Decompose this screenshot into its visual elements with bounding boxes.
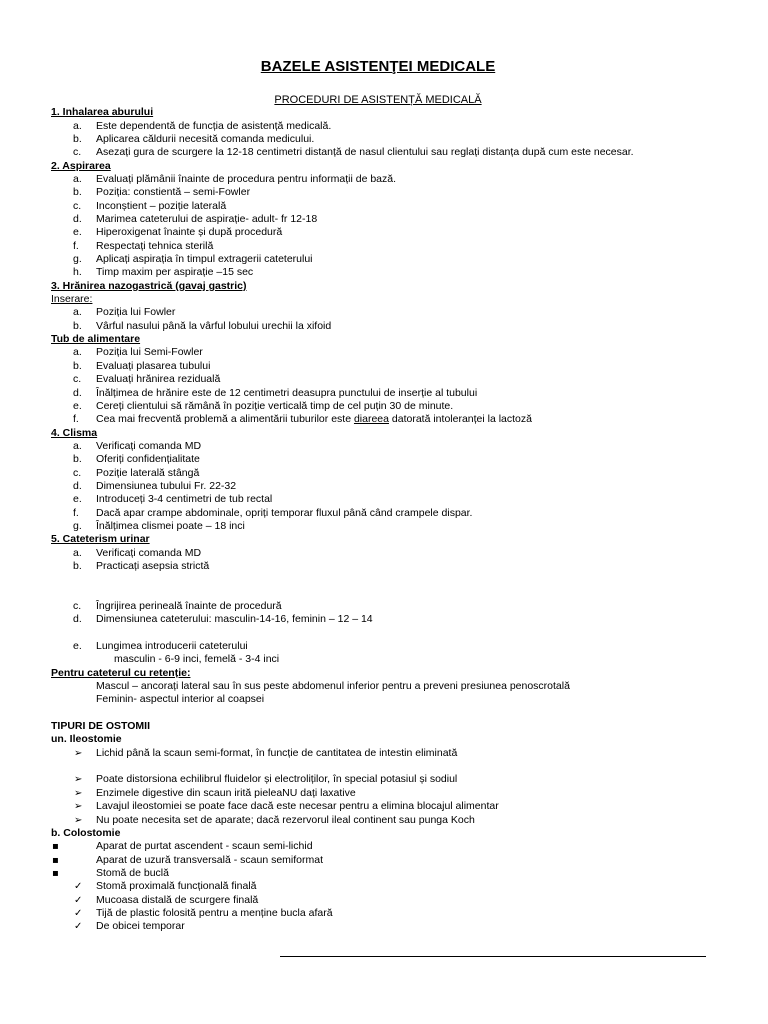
list-item-text: Aplicarea căldurii necesită comanda medicului. <box>96 132 315 145</box>
list-item <box>0 507 768 520</box>
bullet-item-text: Stomă proximală funcțională finală <box>96 880 257 893</box>
list-item-text: Poziție laterală stângă <box>96 466 200 479</box>
arrow-bullet-icon <box>74 773 82 786</box>
arrow-bullet-icon <box>74 747 82 760</box>
list-item-text: Poziția lui Fowler <box>96 306 176 319</box>
list-marker: g. <box>73 519 82 532</box>
list-item <box>0 520 768 533</box>
bullet-item <box>0 800 768 813</box>
blank-line <box>0 627 768 640</box>
section-heading-row <box>0 720 768 733</box>
check-bullet-icon <box>74 907 82 920</box>
list-marker: b. <box>73 319 82 332</box>
list-item <box>0 613 768 626</box>
list-marker: b. <box>73 359 82 372</box>
subheading-row <box>0 333 768 346</box>
bullet-item-text: Nu poate necesita set de aparate; dacă rezervorul ileal continent sau punga Koch <box>96 813 475 826</box>
list-item <box>0 640 768 653</box>
list-item <box>0 400 768 413</box>
list-item <box>0 360 768 373</box>
list-item <box>0 186 768 199</box>
list-item-text: Evaluați hrănirea reziduală <box>96 373 221 386</box>
subheading-retention-catheter: Pentru cateterul cu retenție: <box>51 666 191 679</box>
list-marker: a. <box>73 346 82 359</box>
blank-line <box>0 760 768 773</box>
list-item-text: Dacă apar crampe abdominale, opriți temporar fluxul până când crampele dispar. <box>96 506 473 519</box>
list-marker: h. <box>73 266 82 279</box>
list-marker: c. <box>73 466 82 479</box>
retention-male-text: Mascul – ancorați lateral sau în sus peste abdomenul inferior pentru a preveni presiunea penoscrotală <box>96 680 570 693</box>
bullet-item-text: Mucoasa distală de scurgere finală <box>96 893 259 906</box>
list-item <box>0 453 768 466</box>
subheading-insertion: Inserare: <box>51 293 93 306</box>
list-item <box>0 133 768 146</box>
section-heading-nasogastric: 3. Hrănirea nazogastrică (gavaj gastric) <box>51 279 247 292</box>
list-item <box>0 387 768 400</box>
text-part: datorată intoleranței la lactoză <box>388 413 532 426</box>
list-item-text: Verificați comanda MD <box>96 439 202 452</box>
bullet-item <box>0 907 768 920</box>
list-item-text: Dimensiunea cateterului: masculin-14-16, feminin – 12 – 14 <box>96 613 373 626</box>
bullet-item <box>0 773 768 786</box>
list-item <box>0 560 768 573</box>
bullet-item <box>0 854 768 867</box>
document-title: BAZELE ASISTENŢEI MEDICALE <box>260 58 496 75</box>
list-item <box>0 120 768 133</box>
list-item <box>0 493 768 506</box>
bullet-item <box>0 894 768 907</box>
bullet-item <box>0 747 768 760</box>
subheading-ileostomy: un. Ileostomie <box>51 733 122 746</box>
subheading-colostomy: b. Colostomie <box>51 826 121 839</box>
list-item-text: Verificați comanda MD <box>96 546 202 559</box>
list-item <box>0 226 768 239</box>
list-marker: a. <box>73 173 82 186</box>
list-item-text: Evaluați plasarea tubului <box>96 359 211 372</box>
section-heading-enema: 4. Clisma <box>51 426 98 439</box>
text-line <box>0 680 768 693</box>
list-marker: e. <box>73 493 82 506</box>
list-item-text: Dimensiunea tubului Fr. 22-32 <box>96 479 237 492</box>
bullet-item-text: Stomă de buclă <box>96 866 169 879</box>
list-item <box>0 173 768 186</box>
list-item-text: Este dependentă de funcția de asistență medicală. <box>96 119 332 132</box>
list-item <box>0 413 768 426</box>
list-item-text: Inconștient – poziție laterală <box>96 199 227 212</box>
square-bullet-icon <box>52 840 59 853</box>
list-item-text: Poziția: constientă – semi-Fowler <box>96 186 251 199</box>
list-item <box>0 200 768 213</box>
list-marker: e. <box>73 226 82 239</box>
list-item-text: Oferiți confidențialitate <box>96 453 200 466</box>
square-bullet-icon <box>52 867 59 880</box>
section-heading-row <box>0 106 768 119</box>
bullet-item <box>0 867 768 880</box>
section-heading-row <box>0 160 768 173</box>
list-item-text: Hiperoxigenat înainte și după procedură <box>96 226 283 239</box>
list-item-text: Poziția lui Semi-Fowler <box>96 346 203 359</box>
section-heading-inhalation: 1. Inhalarea aburului <box>51 106 154 119</box>
list-marker: a. <box>73 439 82 452</box>
bullet-item-text: Poate distorsiona echilibrul fluidelor și electroliților, în special potasiul și sodiul <box>96 773 458 786</box>
section-heading-ostomy-types: TIPURI DE OSTOMII <box>51 720 150 733</box>
list-marker: b. <box>73 132 82 145</box>
list-item <box>0 146 768 159</box>
list-item-text <box>96 413 532 426</box>
catheter-length-detail: masculin - 6-9 inci, femelă - 3-4 inci <box>114 653 280 666</box>
list-item <box>0 213 768 226</box>
text-part: Cea mai frecventă problemă a alimentării tuburilor este <box>96 413 354 426</box>
list-marker: d. <box>73 213 82 226</box>
list-item-text: Înălțimea clismei poate – 18 inci <box>96 519 245 532</box>
subheading-row <box>0 827 768 840</box>
blank-line <box>0 707 768 720</box>
subheading-feeding-tube: Tub de alimentare <box>51 333 141 346</box>
list-item-text: Timp maxim per aspirație –15 sec <box>96 266 254 279</box>
list-item-text: Aplicați aspirația în timpul extragerii cateterului <box>96 253 313 266</box>
list-marker: a. <box>73 546 82 559</box>
list-item-text: Asezați gura de scurgere la 12-18 centimetri distanță de nasul clientului sau reglați distanța după cum este necesar. <box>96 146 634 159</box>
bullet-item <box>0 880 768 893</box>
list-marker: c. <box>73 600 82 613</box>
list-item-text: Respectați tehnica sterilă <box>96 239 214 252</box>
list-item-text: Evaluați plămânii înainte de procedura pentru informații de bază. <box>96 173 397 186</box>
bullet-item-text: Aparat de uzură transversală - scaun semiformat <box>96 853 324 866</box>
list-item <box>0 600 768 613</box>
square-bullet-icon <box>52 854 59 867</box>
list-item-detail <box>0 653 768 666</box>
list-marker: e. <box>73 640 82 653</box>
list-item <box>0 480 768 493</box>
list-item <box>0 306 768 319</box>
bullet-item <box>0 787 768 800</box>
list-marker: f. <box>73 239 79 252</box>
list-marker: b. <box>73 559 82 572</box>
list-item <box>0 440 768 453</box>
list-marker: d. <box>73 479 82 492</box>
section-heading-row <box>0 533 768 546</box>
list-item-text: Înălțimea de hrănire este de 12 centimetri deasupra punctului de inserție al tubului <box>96 386 478 399</box>
list-item <box>0 467 768 480</box>
list-item-text: Introduceți 3-4 centimetri de tub rectal <box>96 493 273 506</box>
list-marker: d. <box>73 613 82 626</box>
section-heading-catheterization: 5. Cateterism urinar <box>51 533 150 546</box>
list-item-text: Cereți clientului să rămână în poziție verticală timp de cel puțin 30 de minute. <box>96 399 454 412</box>
list-item-text: Practicați asepsia strictă <box>96 559 210 572</box>
list-marker: b. <box>73 453 82 466</box>
list-item <box>0 373 768 386</box>
bullet-item-text: Aparat de purtat ascendent - scaun semi-lichid <box>96 840 313 853</box>
bullet-item <box>0 920 768 933</box>
list-item <box>0 266 768 279</box>
subheading-row <box>0 733 768 746</box>
section-heading-row <box>0 427 768 440</box>
list-marker: f. <box>73 413 79 426</box>
section-heading-row <box>0 280 768 293</box>
arrow-bullet-icon <box>74 787 82 800</box>
list-item <box>0 240 768 253</box>
text-line <box>0 693 768 706</box>
list-item <box>0 253 768 266</box>
list-marker: d. <box>73 386 82 399</box>
section-heading-suction: 2. Aspirarea <box>51 159 111 172</box>
bullet-item-text: Enzimele digestive din scaun irită pieleaNU dați laxative <box>96 786 356 799</box>
list-item <box>0 320 768 333</box>
check-bullet-icon <box>74 880 82 893</box>
document-subtitle: PROCEDURI DE ASISTENȚĂ MEDICALĂ <box>274 94 482 106</box>
subheading-row <box>0 293 768 306</box>
bullet-item <box>0 840 768 853</box>
list-marker: g. <box>73 253 82 266</box>
list-item-text: Vârful nasului până la vârful lobului urechii la xifoid <box>96 319 332 332</box>
list-item-text: Marimea cateterului de aspirație- adult- fr 12-18 <box>96 213 318 226</box>
footer-rule <box>280 956 706 957</box>
underlined-word: diareea <box>353 413 389 426</box>
list-item <box>0 346 768 359</box>
blank-line <box>0 587 768 600</box>
bullet-item <box>0 814 768 827</box>
blank-line <box>0 573 768 586</box>
bullet-item-text: De obicei temporar <box>96 920 185 933</box>
retention-female-text: Feminin- aspectul interior al coapsei <box>96 693 265 706</box>
list-marker: a. <box>73 119 82 132</box>
bullet-item-text: Tijă de plastic folosită pentru a menține bucla afară <box>96 906 333 919</box>
subheading-row <box>0 667 768 680</box>
list-marker: e. <box>73 399 82 412</box>
list-item <box>0 547 768 560</box>
list-item-text: Îngrijirea perineală înainte de procedură <box>96 600 282 613</box>
list-marker: a. <box>73 306 82 319</box>
list-marker: c. <box>73 199 82 212</box>
bullet-item-text: Lavajul ileostomiei se poate face dacă este necesar pentru a elimina blocajul alimentar <box>96 800 499 813</box>
bullet-item-text: Lichid până la scaun semi-format, în funcție de cantitatea de intestin eliminată <box>96 746 458 759</box>
check-bullet-icon <box>74 920 82 933</box>
list-marker: c. <box>73 373 82 386</box>
document-body <box>0 106 768 933</box>
check-bullet-icon <box>74 894 82 907</box>
list-marker: b. <box>73 186 82 199</box>
list-item-text: Lungimea introducerii cateterului <box>96 640 248 653</box>
arrow-bullet-icon <box>74 800 82 813</box>
list-marker: c. <box>73 146 82 159</box>
arrow-bullet-icon <box>74 814 82 827</box>
list-marker: f. <box>73 506 79 519</box>
